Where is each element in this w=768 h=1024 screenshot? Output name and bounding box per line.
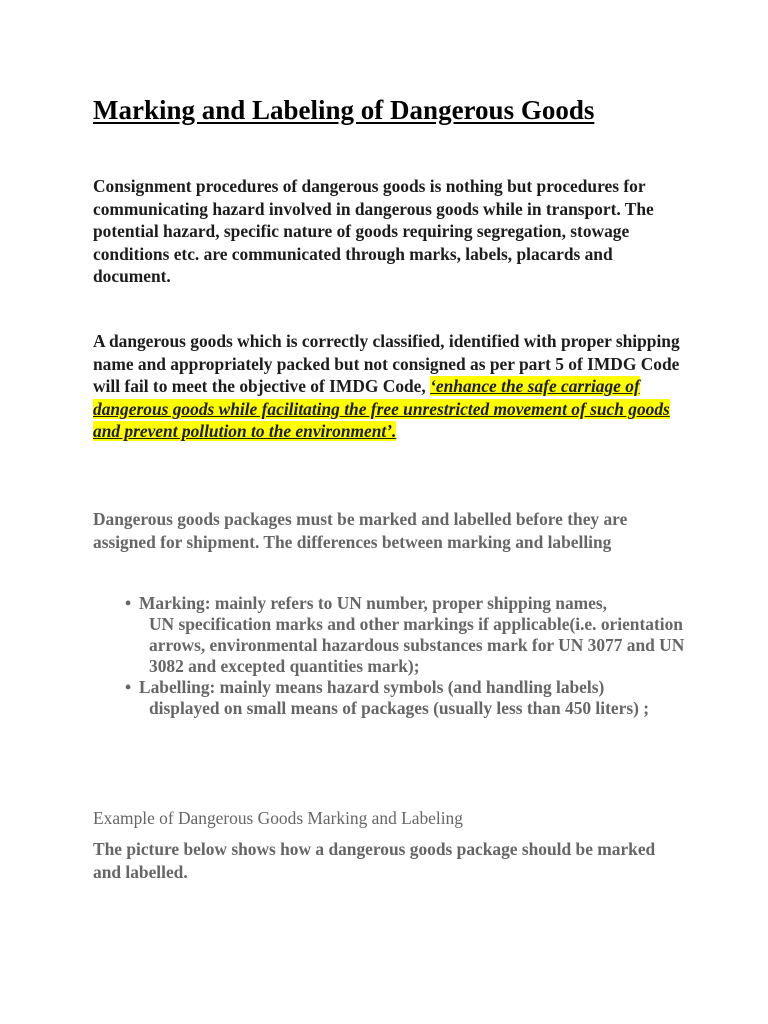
marking-labelling-list	[125, 593, 685, 719]
highlighted-imdg-quote: ‘enhance the safe carriage of dangerous goods while facilitating the free unrestricted movement of such goods and prevent pollution to the environment’.	[93, 376, 670, 442]
list-item-first-line: Marking: mainly refers to UN number, proper shipping names,	[139, 593, 607, 613]
paragraph-imdg-lead-text: A dangerous goods which is correctly classified, identified with proper shipping name and appropriately packed but not consigned as per part 5 of IMDG Code will fail to meet the objective of IMDG Code,	[93, 331, 680, 397]
paragraph-marking-vs-labelling: Dangerous goods packages must be marked and labelled before they are assigned for shipment. The differences between marking and labelling	[93, 509, 628, 552]
list-item-text	[139, 593, 685, 677]
paragraph-imdg-objective	[93, 330, 683, 443]
list-item-text	[139, 677, 685, 719]
paragraph-consignment-procedures: Consignment procedures of dangerous goods is nothing but procedures for communicating hazard involved in dangerous goods while in transport. The potential hazard, specific nature of goods requiring segregation, stowage conditions etc. are communicated through marks, labels, placards and document.	[93, 176, 654, 287]
example-heading: Example of Dangerous Goods Marking and Labeling	[93, 808, 463, 828]
bullet-dot-icon: •	[125, 677, 132, 697]
list-item-first-line: Labelling: mainly means hazard symbols (and handling labels)	[139, 677, 605, 697]
list-item-continuation: UN specification marks and other markings if applicable(i.e. orientation arrows, environmental hazardous substances mark for UN 3077 and UN 3082 and excepted quantities mark);	[149, 614, 685, 676]
bullet-dot-icon: •	[125, 593, 132, 613]
list-item-marking	[125, 593, 685, 677]
paragraph-picture-below: The picture below shows how a dangerous goods package should be marked and labelled.	[93, 839, 656, 882]
list-item-continuation: displayed on small means of packages (usually less than 450 liters) ;	[149, 698, 650, 718]
document-title: Marking and Labeling of Dangerous Goods	[93, 95, 595, 125]
list-item-labelling	[125, 677, 685, 719]
